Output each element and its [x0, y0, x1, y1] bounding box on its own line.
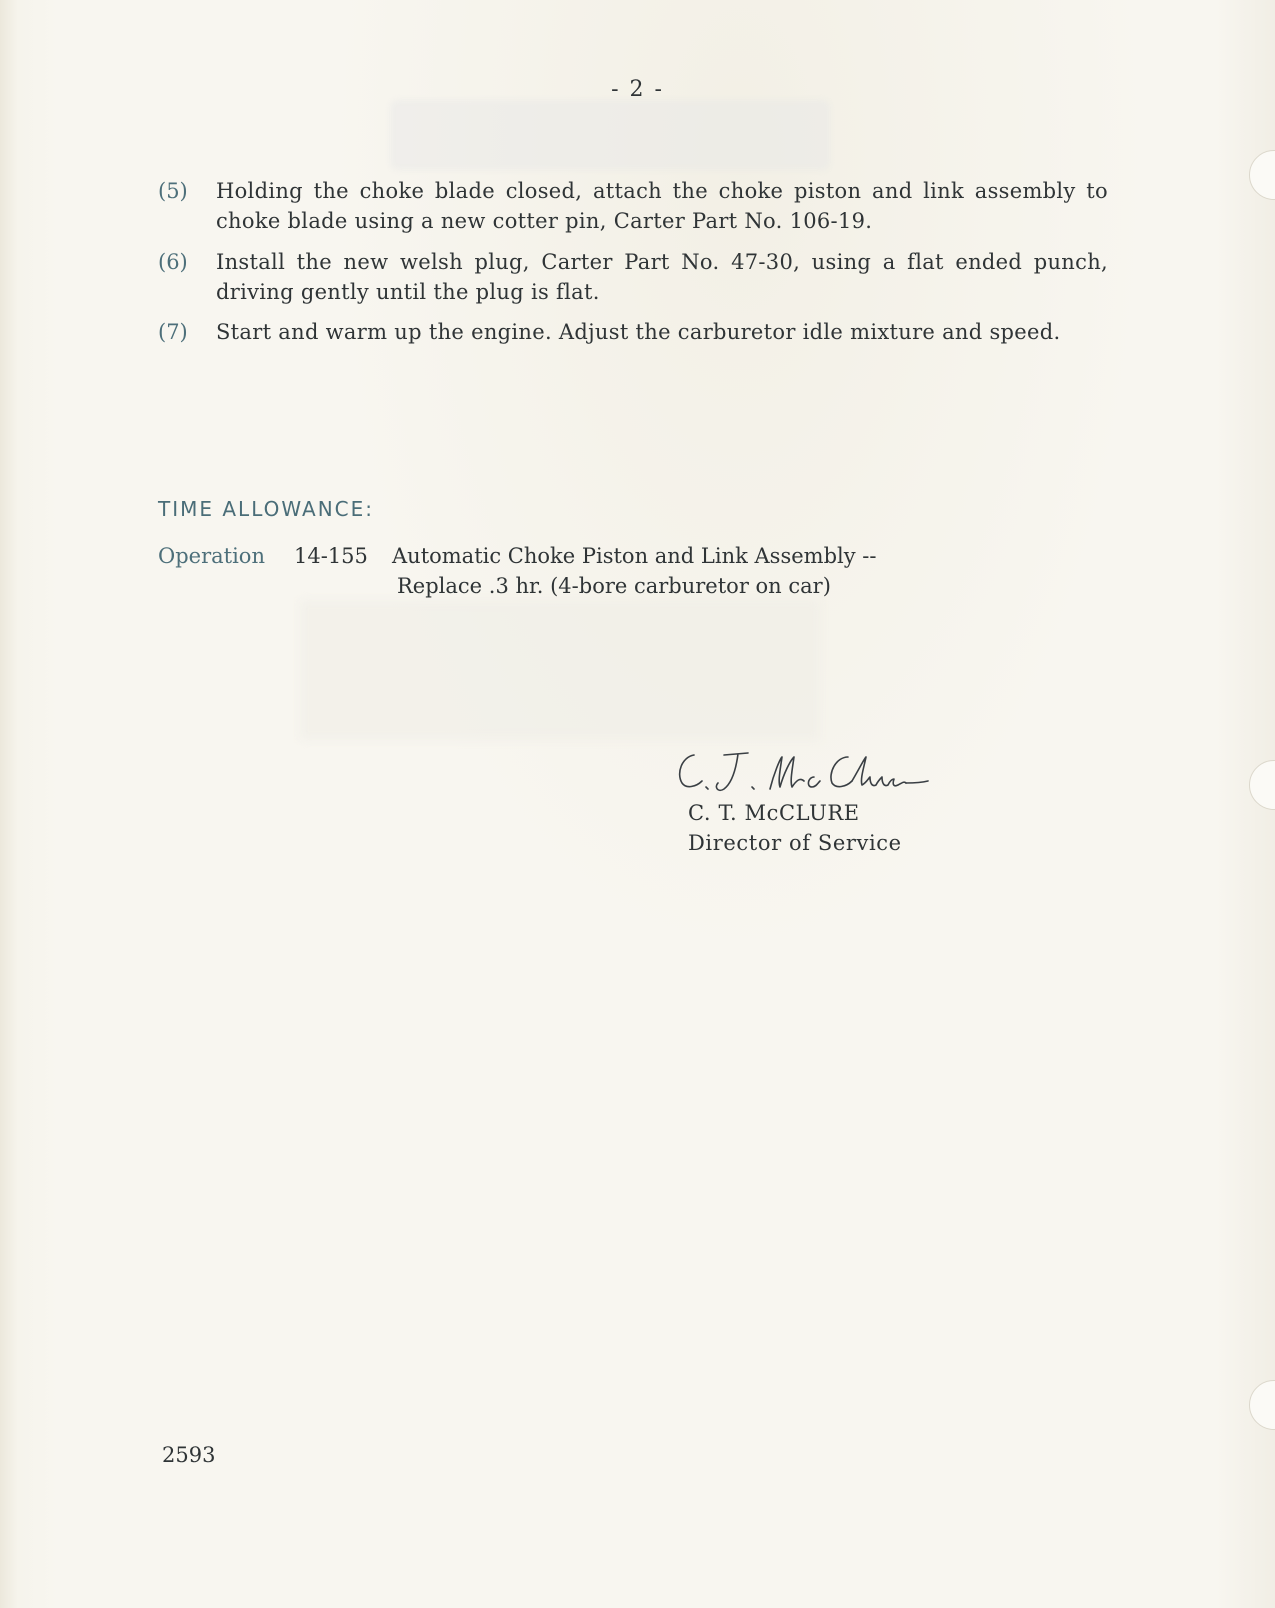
step-text: Holding the choke blade closed, attach the choke piston and link assembly to choke blade using a new cotter pin, Carter Part No. 106-19.	[216, 179, 1108, 233]
step-5	[158, 176, 1108, 236]
show-through-header	[390, 100, 830, 170]
document-number: 2593	[162, 1443, 216, 1467]
step-6	[158, 247, 1108, 307]
signer-name: C. T. McCLURE	[688, 801, 860, 825]
punch-hole	[1249, 760, 1275, 810]
punch-hole	[1249, 150, 1275, 200]
step-number: (7)	[158, 320, 188, 344]
page-number: - 2 -	[611, 77, 664, 102]
signer-title: Director of Service	[688, 831, 902, 855]
show-through-text	[300, 600, 820, 740]
step-number: (6)	[158, 250, 188, 274]
punch-hole	[1249, 1380, 1275, 1430]
handwritten-signature	[672, 743, 932, 803]
operation-label: Operation	[158, 544, 265, 568]
signer-block	[688, 798, 902, 858]
step-text: Install the new welsh plug, Carter Part No. 47-30, using a flat ended punch, driving gently until the plug is flat.	[216, 250, 1108, 304]
time-allowance-heading: TIME ALLOWANCE:	[158, 497, 375, 521]
operation-line	[158, 541, 876, 571]
operation-code: 14-155	[294, 544, 368, 568]
step-7	[158, 317, 1108, 347]
step-number: (5)	[158, 179, 188, 203]
operation-description-continued: Replace .3 hr. (4-bore carburetor on car)	[397, 574, 831, 598]
step-text: Start and warm up the engine. Adjust the carburetor idle mixture and speed.	[216, 320, 1061, 344]
operation-description: Automatic Choke Piston and Link Assembly --	[392, 544, 877, 568]
